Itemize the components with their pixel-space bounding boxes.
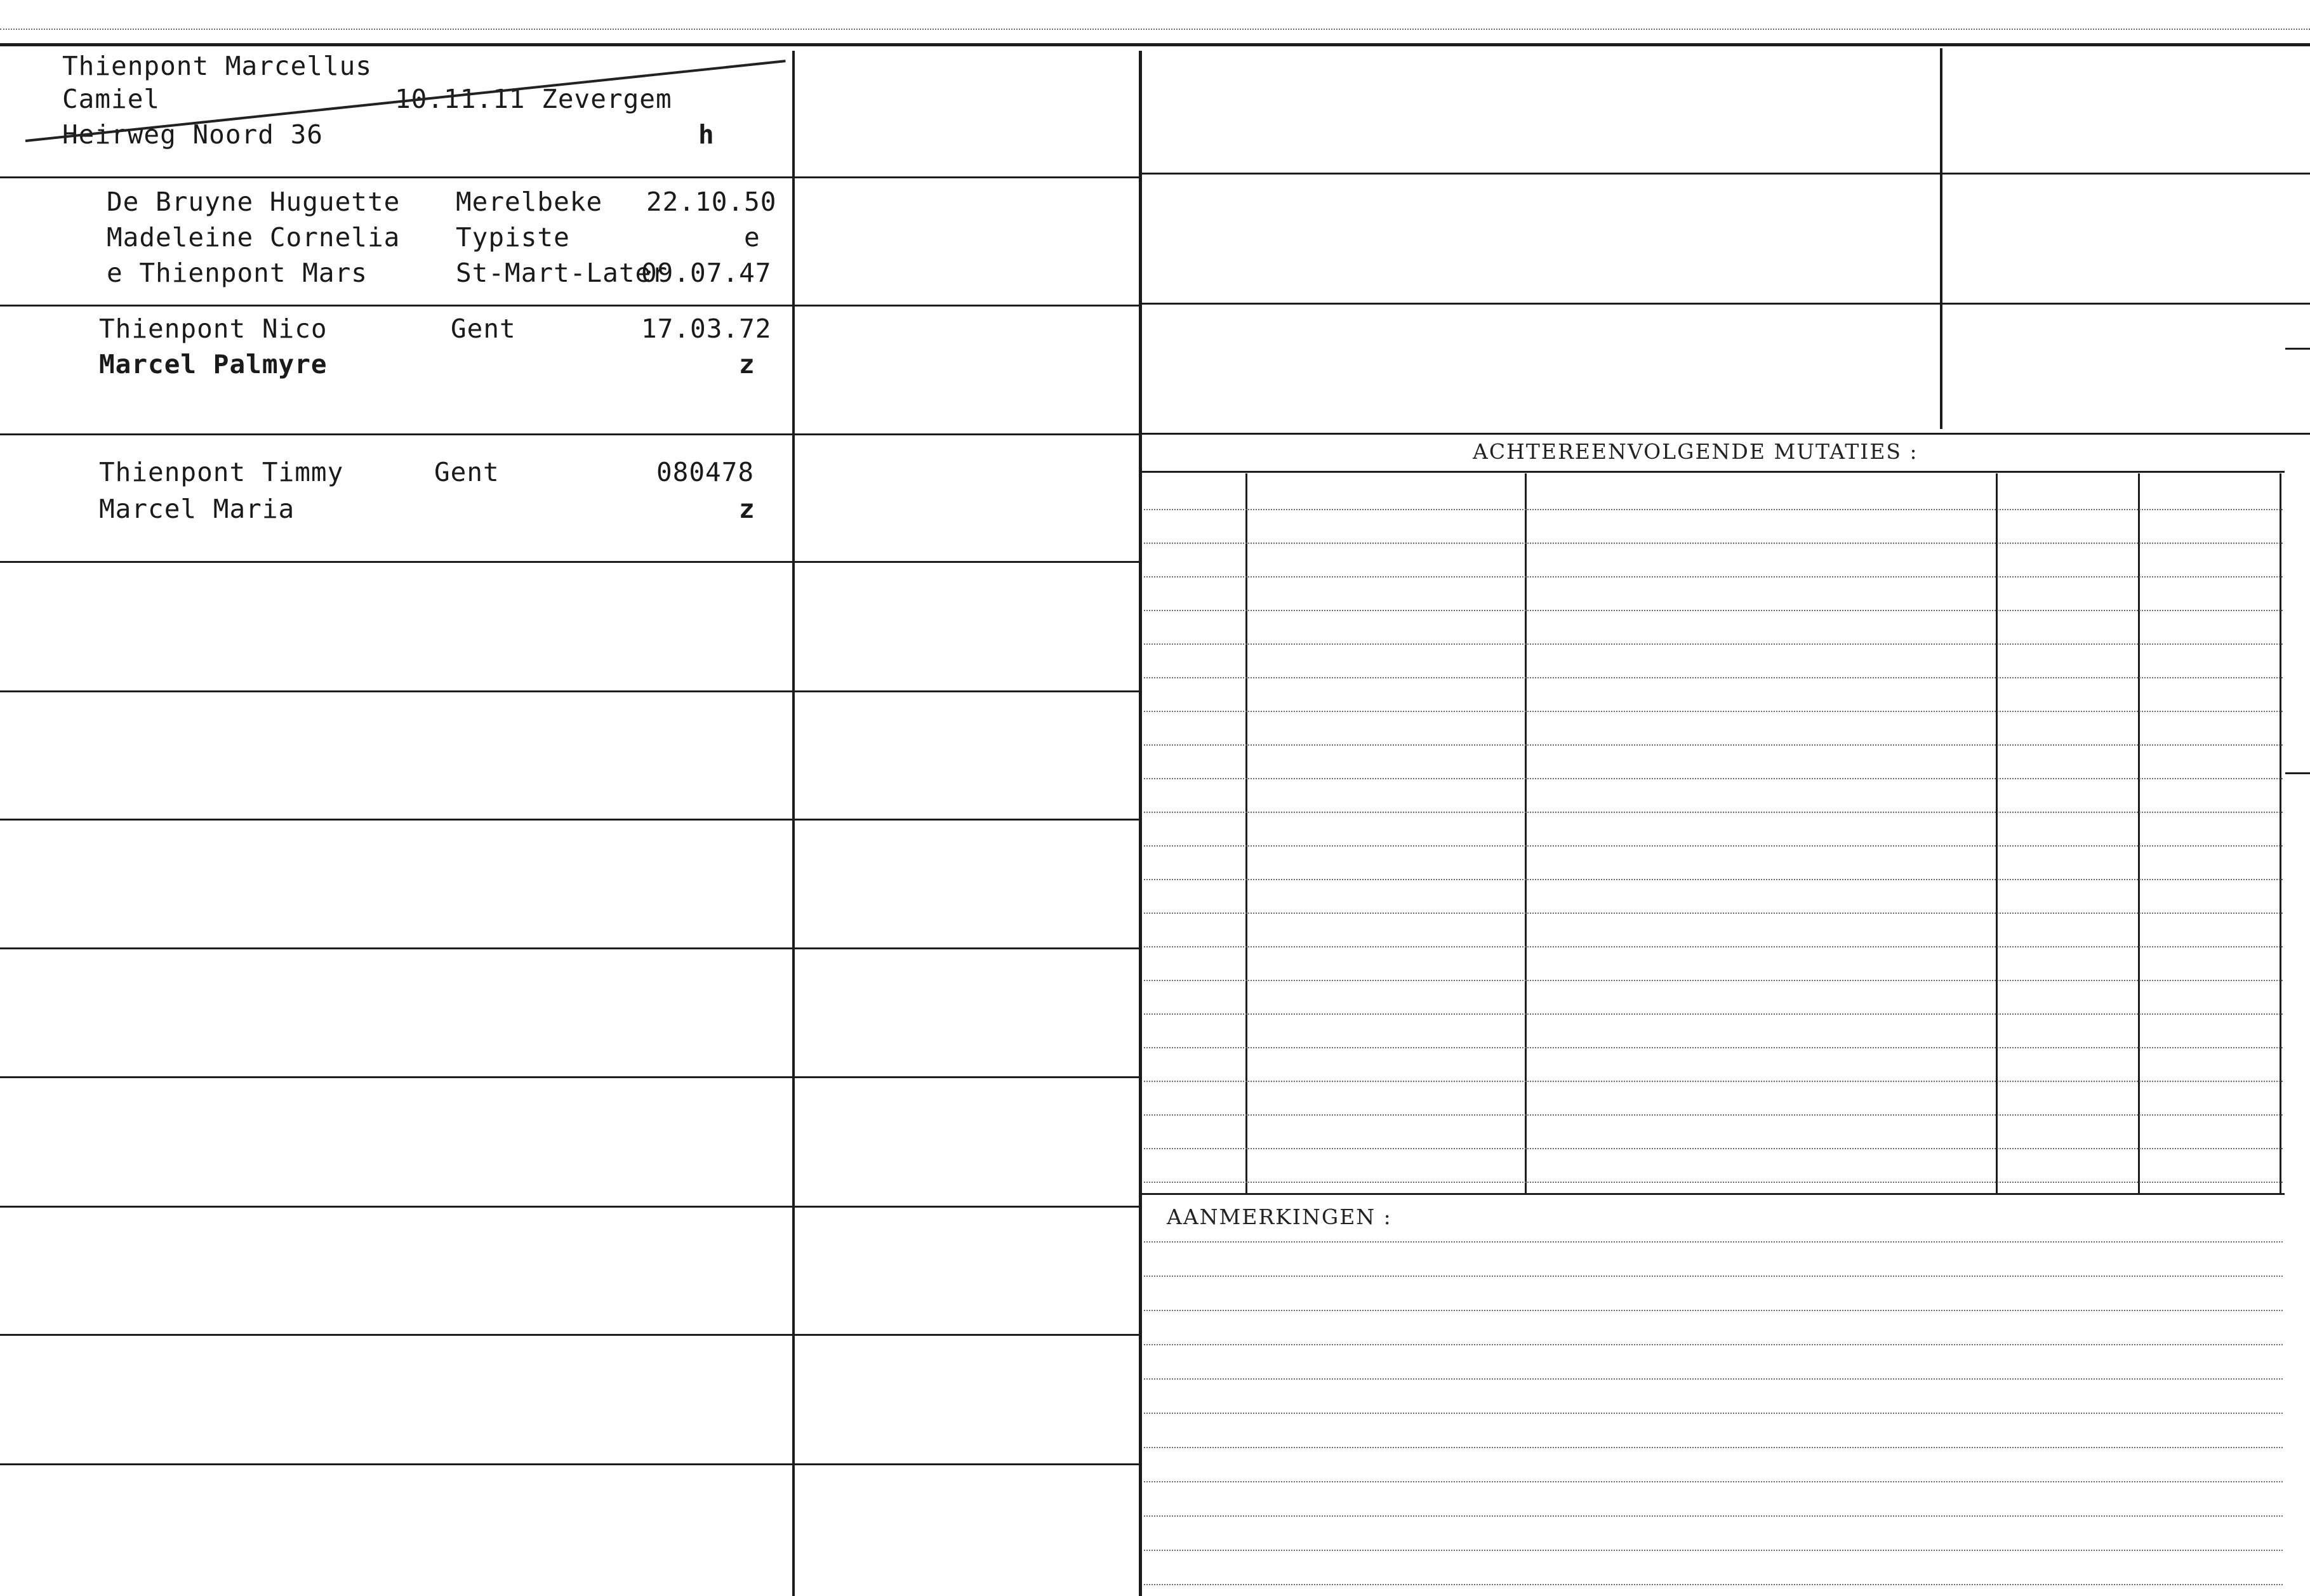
record-2-place-line-3: St-Mart-Later	[456, 258, 668, 288]
record-4-date: 080478	[656, 457, 755, 487]
remarks-ruled-line	[1144, 1344, 2283, 1345]
left-row-line	[0, 176, 792, 178]
middle-row-line	[795, 819, 1139, 821]
left-row-line	[0, 1206, 792, 1208]
middle-row-line	[795, 305, 1139, 307]
mutations-ruled-line	[1144, 980, 2283, 981]
top-border	[0, 43, 2310, 46]
middle-row-line	[795, 947, 1139, 949]
mutations-ruled-line	[1144, 946, 2283, 947]
record-2-name-line-2: Madeleine Cornelia	[107, 222, 401, 253]
record-4-name-line-1: Thienpont Timmy	[99, 457, 344, 487]
record-1-birth: 10.11.11 Zevergem	[395, 84, 672, 114]
record-2-place-line-1: Merelbeke	[456, 187, 603, 217]
middle-row-line	[795, 1206, 1139, 1208]
record-1-code: h	[698, 119, 715, 150]
mutations-heading: ACHTEREENVOLGENDE MUTATIES :	[1473, 439, 1918, 464]
record-1-name-line-1: Thienpont Marcellus	[62, 51, 372, 81]
margin-tick-2	[2285, 772, 2310, 774]
mutations-table-top	[1142, 471, 2285, 473]
mutations-ruled-line	[1144, 543, 2283, 544]
record-4-place: Gent	[434, 457, 500, 487]
remarks-ruled-line	[1144, 1481, 2283, 1482]
mutations-ruled-line	[1144, 845, 2283, 847]
mutations-col-1	[1245, 473, 1247, 1193]
mutations-ruled-line	[1144, 509, 2283, 510]
remarks-ruled-line	[1144, 1276, 2283, 1277]
remarks-ruled-line	[1144, 1447, 2283, 1448]
remarks-ruled-line	[1144, 1241, 2283, 1243]
mutations-ruled-line	[1144, 744, 2283, 746]
mutations-ruled-line	[1144, 576, 2283, 577]
record-1-name-line-3: Heirweg Noord 36	[62, 119, 323, 150]
record-3-name-line-1: Thienpont Nico	[99, 313, 328, 344]
record-4-name-line-2: Marcel Maria	[99, 494, 295, 524]
remarks-ruled-line	[1144, 1584, 2283, 1585]
remarks-ruled-line	[1144, 1310, 2283, 1311]
mutations-ruled-line	[1144, 879, 2283, 880]
mutations-ruled-line	[1144, 812, 2283, 813]
remarks-ruled-line	[1144, 1515, 2283, 1517]
top-dotted-edge	[0, 29, 2310, 30]
record-2-date-line-2: e	[744, 222, 760, 253]
mutations-ruled-line	[1144, 1114, 2283, 1116]
mutations-ruled-line	[1144, 1182, 2283, 1183]
mutations-ruled-line	[1144, 1047, 2283, 1048]
record-3-name-line-2: Marcel Palmyre	[99, 349, 328, 379]
remarks-ruled-line	[1144, 1550, 2283, 1551]
record-1-name-line-2: Camiel	[62, 84, 161, 114]
right-row-line	[1142, 303, 2310, 305]
remarks-ruled-line	[1144, 1413, 2283, 1414]
divider-top-right	[1940, 48, 1942, 429]
mutations-ruled-line	[1144, 778, 2283, 779]
left-row-line	[0, 1463, 792, 1465]
record-2-date-line-1: 22.10.50	[646, 187, 777, 217]
middle-row-line	[795, 176, 1139, 178]
middle-row-line	[795, 561, 1139, 563]
mutations-col-3	[1996, 473, 1998, 1193]
left-row-line	[0, 433, 792, 435]
divider-middle	[1139, 51, 1142, 1596]
mutations-col-2	[1525, 473, 1527, 1193]
right-row-line	[1142, 173, 2310, 175]
left-row-line	[0, 1076, 792, 1078]
divider-left	[792, 51, 795, 1596]
mutations-col-5	[2280, 473, 2281, 1193]
record-2-name-line-3: e Thienpont Mars	[107, 258, 368, 288]
record-3-date: 17.03.72	[641, 313, 772, 344]
left-row-line	[0, 305, 792, 307]
mutations-ruled-line	[1144, 711, 2283, 712]
middle-row-line	[795, 1334, 1139, 1336]
mutations-ruled-line	[1144, 610, 2283, 611]
left-row-line	[0, 1334, 792, 1336]
record-4-code: z	[739, 494, 755, 524]
mutations-ruled-line	[1144, 913, 2283, 914]
record-2-name-line-1: De Bruyne Huguette	[107, 187, 401, 217]
left-row-line	[0, 819, 792, 821]
remarks-ruled-line	[1144, 1378, 2283, 1380]
record-2-date-line-3: 09.07.47	[641, 258, 772, 288]
left-row-line	[0, 561, 792, 563]
middle-row-line	[795, 690, 1139, 692]
left-row-line	[0, 947, 792, 949]
left-row-line	[0, 690, 792, 692]
mutations-ruled-line	[1144, 677, 2283, 678]
remarks-heading: AANMERKINGEN :	[1167, 1204, 1392, 1229]
mutations-ruled-line	[1144, 1081, 2283, 1082]
record-2-place-line-2: Typiste	[456, 222, 570, 253]
mutations-ruled-line	[1144, 1013, 2283, 1015]
mutations-ruled-line	[1144, 643, 2283, 645]
middle-row-line	[795, 1076, 1139, 1078]
mutations-ruled-line	[1144, 1148, 2283, 1149]
mutations-table-bottom	[1142, 1193, 2285, 1195]
record-3-place: Gent	[451, 313, 516, 344]
record-3-code: z	[739, 349, 755, 379]
margin-tick-1	[2285, 348, 2310, 350]
right-row-line	[1142, 433, 2310, 435]
middle-row-line	[795, 433, 1139, 435]
mutations-col-4	[2138, 473, 2140, 1193]
middle-row-line	[795, 1463, 1139, 1465]
